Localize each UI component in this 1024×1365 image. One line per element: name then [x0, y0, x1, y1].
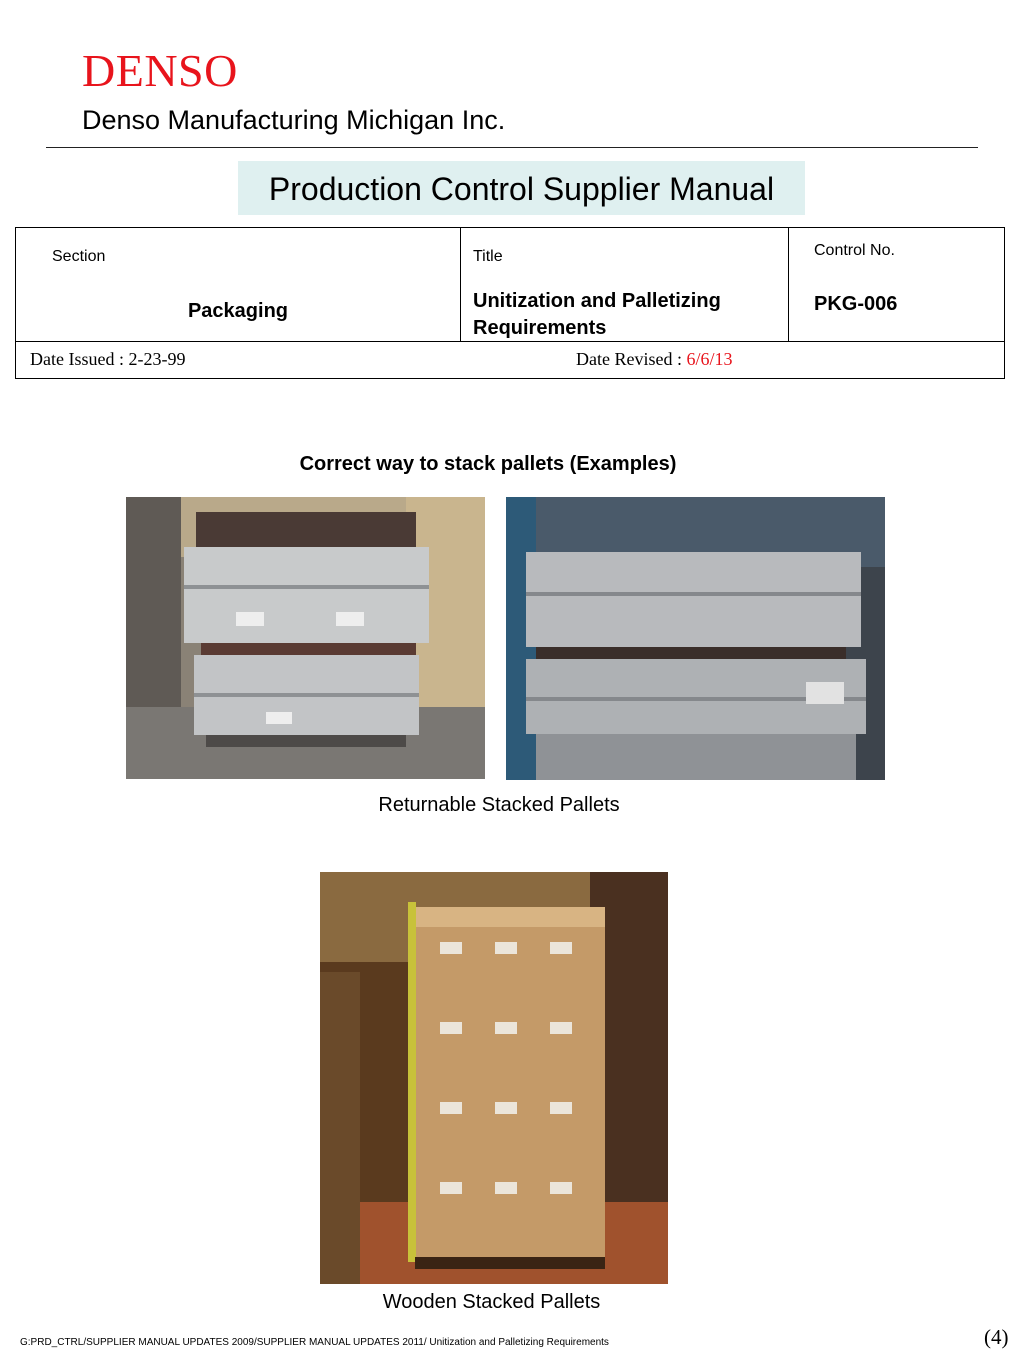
pallet-photo-graphic: [126, 497, 485, 779]
section-label: Section: [52, 248, 106, 265]
company-name: Denso Manufacturing Michigan Inc.: [82, 105, 506, 135]
wooden-pallets-caption: Wooden Stacked Pallets: [382, 1291, 601, 1313]
document-info-table: [15, 227, 1005, 379]
returnable-pallets-caption: Returnable Stacked Pallets: [378, 794, 620, 816]
date-revised-label: Date Revised :: [576, 349, 687, 369]
section-value: Packaging: [187, 300, 289, 322]
returnable-pallet-photo-1: [126, 497, 485, 779]
table-divider: [460, 228, 461, 341]
title-value: [473, 288, 721, 342]
manual-title: Production Control Supplier Manual: [238, 161, 805, 215]
title-value-line: Requirements: [473, 317, 607, 339]
title-label: Title: [473, 248, 503, 265]
control-number-label: Control No.: [814, 242, 895, 259]
pallet-photo-graphic: [320, 872, 668, 1284]
date-issued-label: Date Issued :: [30, 349, 129, 369]
denso-logo: DENSO: [82, 45, 238, 96]
pallet-photo-graphic: [506, 497, 885, 780]
section-heading: Correct way to stack pallets (Examples): [299, 453, 677, 475]
page-number: (4): [984, 1325, 1009, 1349]
table-divider: [788, 228, 789, 341]
date-issued: [30, 349, 185, 370]
header-divider: [46, 147, 978, 148]
date-revised: [576, 349, 733, 370]
footer-file-path: G:PRD_CTRL/SUPPLIER MANUAL UPDATES 2009/SUPPLIER MANUAL UPDATES 2011/ Unitization and Palletizing Requirements: [20, 1337, 609, 1348]
returnable-pallet-photo-2: [506, 497, 885, 780]
title-value-line: Unitization and Palletizing: [473, 290, 721, 312]
date-revised-value: 6/6/13: [686, 349, 733, 369]
wooden-pallet-photo: [320, 872, 668, 1284]
date-issued-value: 2-23-99: [128, 349, 186, 369]
control-number-value: PKG-006: [814, 293, 898, 315]
